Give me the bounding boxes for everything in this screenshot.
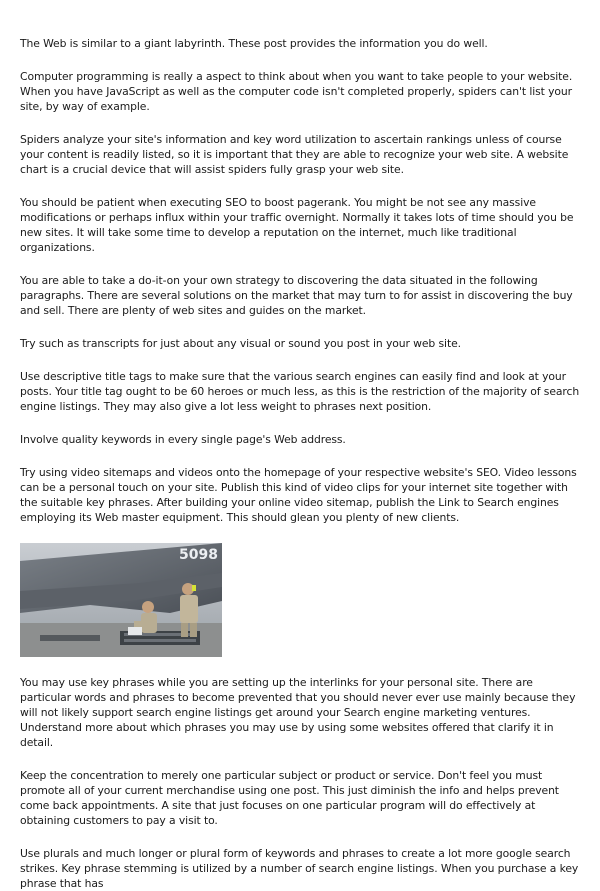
paragraph: Involve quality keywords in every single page's Web address. bbox=[20, 433, 346, 446]
paragraph: You are able to take a do-it-on your own strategy to discovering the data situated in the following paragraphs. There are several solutions on the market that may turn to for assist in discovering the buy and sell. There are plenty of web sites and guides on the market. bbox=[20, 274, 573, 317]
paragraph: Use plurals and much longer or plural form of keywords and phrases to create a lot more google search strikes. Key phrase stemming is utilized by a number of search engine listings. When you purchase a key phrase that has bbox=[20, 847, 579, 890]
paragraph: Spiders analyze your site's information and key word utilization to ascertain rankings unless of course your content is readily listed, so it is important that they are able to recognize your web site. A website chart is a crucial device that will assist spiders fully grasp your web site. bbox=[20, 133, 569, 176]
aircraft-number: 5098 bbox=[179, 547, 218, 563]
paragraph: You should be patient when executing SEO to boost pagerank. You might be not see any massive modifications or perhaps influx within your traffic overnight. Normally it takes lots of time should you be new sites. It will take some time to develop a reputation on the internet, much like traditional organizations. bbox=[20, 196, 574, 254]
paragraph: Computer programming is really a aspect to think about when you want to take people to your website. When you have JavaScript as well as the computer code isn't completed properly, spiders can't list your site, by way of example. bbox=[20, 70, 573, 113]
paragraph: You may use key phrases while you are setting up the interlinks for your personal site. There are particular words and phrases to become prevented that you should never ever use mainly because they will not likely support search engine listings get around your Search engine marketing ventures. Understand more about which phrases you may use by using some websites offered that clarify it in detail. bbox=[20, 676, 576, 749]
paragraph: Keep the concentration to merely one particular subject or product or service. Don't feel you must promote all of your current merchandise using one post. This just diminish the info and helps prevent come back appointments. A site that just focuses on one particular program will do effectively at obtaining customers to pay a visit to. bbox=[20, 769, 559, 827]
paragraph: Use descriptive title tags to make sure that the various search engines can easily find and look at your posts. Your title tag ought to be 60 heroes or much less, as this is the restriction of the majority of search engine listings. They may also give a lot less weight to phrases next position. bbox=[20, 370, 580, 413]
paragraph: Try using video sitemaps and videos onto the homepage of your respective website's SEO. Video lessons can be a personal touch on your site. Publish this kind of video clips for your internet site together with the suitable key phrases. After building your online video sitemap, publish the Link to Search engines employing its Web master equipment. This should glean you plenty of new clients. bbox=[20, 466, 577, 524]
paragraph: The Web is similar to a giant labyrinth. These post provides the information you do well. bbox=[20, 37, 488, 50]
article-photo bbox=[20, 543, 222, 657]
paragraph: Try such as transcripts for just about any visual or sound you post in your web site. bbox=[20, 337, 461, 350]
